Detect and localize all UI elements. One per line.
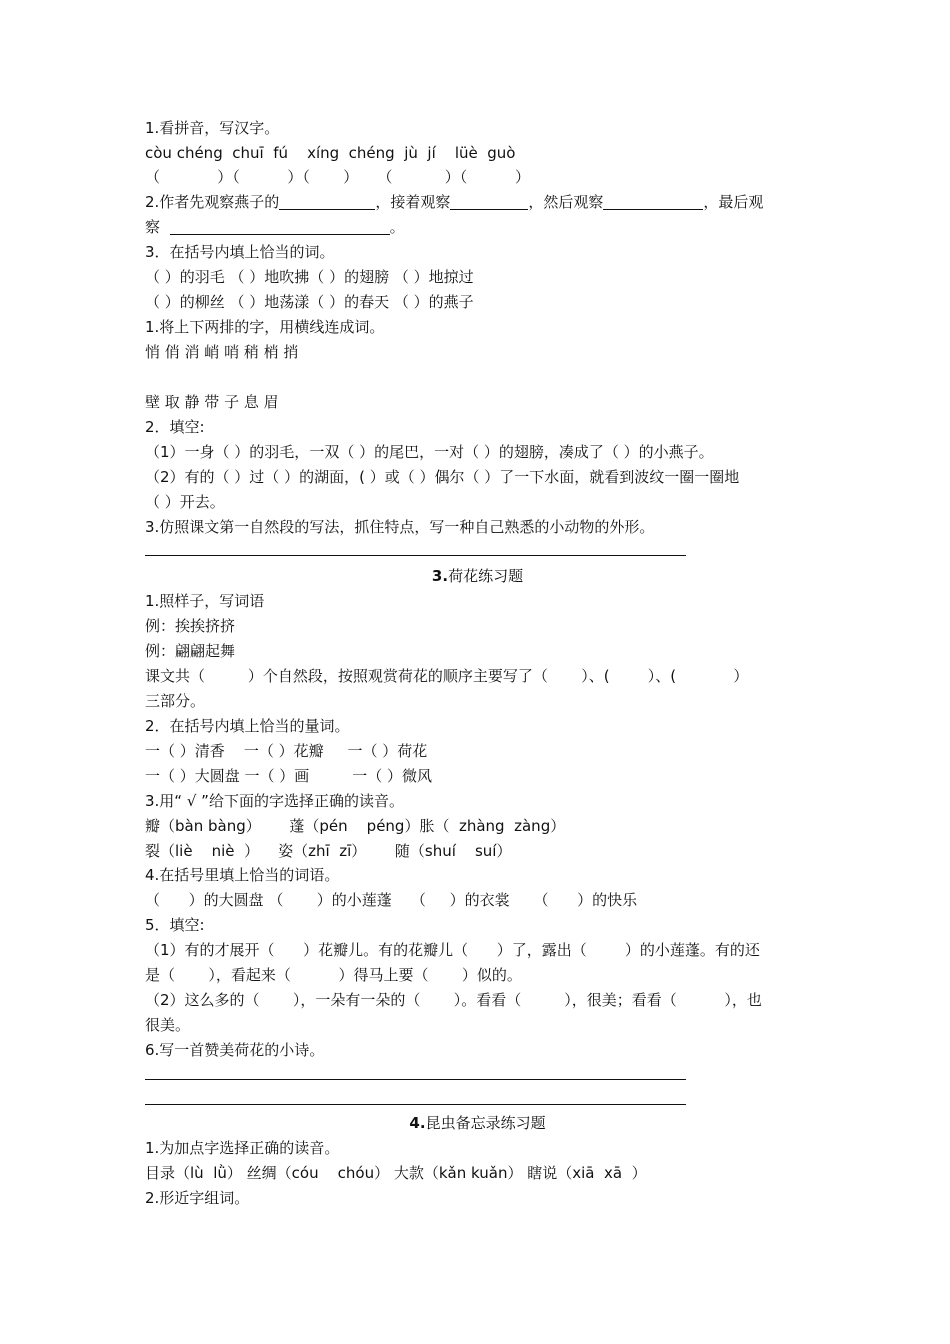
question-observe-line2	[145, 216, 810, 238]
question-fill-title: 2．填空:	[145, 418, 205, 436]
question-writing-title: 3.仿照课文第一自然段的写法，抓住特点，写一种自己熟悉的小动物的外形。	[145, 518, 655, 536]
fill-item-1-line2: 是（ ），看起来（ ）得马上要（ ）似的。	[145, 966, 522, 984]
pinyin-row: còu chéng chuī fú xíng chéng jù jí lüè guò	[145, 144, 516, 162]
writing-line[interactable]	[145, 555, 686, 556]
pronunciation-row: 目录（lù lǜ） 丝绸（cóu chóu） 大款（kǎn kuǎn） 瞎说（xiā xā ）	[145, 1164, 647, 1182]
observe-line2-prefix: 察	[145, 218, 161, 236]
heading-number: 4.	[409, 1114, 426, 1132]
observe-mid2: ，然后观察	[528, 193, 604, 211]
measure-words-row: 一（ ）大圆盘 一（ ）画 一（ ）微风	[145, 767, 432, 785]
writing-line[interactable]	[145, 1104, 686, 1105]
fill-item-2-line1: （2）这么多的（ ），一朵有一朵的（ ）。看看（ ），很美；看看（ ），也	[145, 991, 762, 1009]
observe-end: 。	[389, 218, 405, 236]
observe-prefix: 2.作者先观察燕子的	[145, 193, 280, 211]
example-word: 例：挨挨挤挤	[145, 617, 236, 635]
fill-item-1-line1: （1）有的才展开（ ）花瓣儿。有的花瓣儿（ ）了，露出（ ）的小莲蓬。有的还	[145, 941, 760, 959]
fill-words-row: （ ）的羽毛 （ ）地吹拂（ ）的翅膀 （ ）地掠过	[145, 268, 474, 286]
answer-blank[interactable]	[450, 193, 528, 210]
answer-blank[interactable]	[170, 218, 390, 235]
answer-brackets-row: （ ）（ ）（ ） （ ）（ ）	[145, 168, 530, 186]
pronunciation-row: 裂（liè niè ） 姿（zhī zī） 随（shuí suí）	[145, 842, 512, 860]
question-poem-title: 6.写一首赞美荷花的小诗。	[145, 1041, 325, 1059]
question-observe-line1	[145, 191, 810, 213]
lotus-structure-line2: 三部分。	[145, 692, 206, 710]
question-measure-words-title: 2．在括号内填上恰当的量词。	[145, 717, 350, 735]
heading-number: 3.	[431, 567, 449, 585]
question-similar-chars-title: 2.形近字组词。	[145, 1189, 250, 1207]
question-pronunciation-title: 3.用“ √ ”给下面的字选择正确的读音。	[145, 792, 404, 810]
connect-bottom-row: 壁 取 静 带 子 息 眉	[145, 393, 279, 411]
fill-words-row: （ ）的柳丝 （ ）地荡漾（ ）的春天 （ ）的燕子	[145, 293, 474, 311]
question-connect-title: 1.将上下两排的字，用横线连成词。	[145, 318, 385, 336]
question-fill-title: 5．填空:	[145, 916, 205, 934]
question-fill-words-title: 3．在括号内填上恰当的词。	[145, 243, 335, 261]
pronunciation-row: 瓣（bàn bàng） 蓬（pén péng）胀（ zhàng zàng）	[145, 817, 566, 835]
measure-words-row: 一（ ）清香 一（ ）花瓣 一（ ）荷花	[145, 742, 428, 760]
fill-item-2-line2: 很美。	[145, 1016, 191, 1034]
fill-item-2-line2: （ ）开去。	[145, 493, 225, 511]
connect-top-row: 悄 俏 消 峭 哨 稍 梢 捎	[145, 343, 299, 361]
fill-item-1: （1）一身（ ）的羽毛，一双（ ）的尾巴，一对（ ）的翅膀，凑成了（ ）的小燕子。	[145, 443, 714, 461]
observe-mid1: ，接着观察	[375, 193, 451, 211]
question-fill-phrases-title: 4.在括号里填上恰当的词语。	[145, 866, 340, 884]
lotus-structure-line1: 课文共（ ）个自然段，按照观赏荷花的顺序主要写了（ ）、( ）、( ）	[145, 667, 749, 685]
section-heading-insects	[145, 1112, 810, 1134]
heading-text: 昆虫备忘录练习题	[425, 1114, 546, 1132]
example-word: 例：翩翩起舞	[145, 642, 236, 660]
question-example-title: 1.照样子，写词语	[145, 592, 265, 610]
question-pinyin-title: 1.看拼音，写汉字。	[145, 119, 280, 137]
writing-line[interactable]	[145, 1079, 686, 1080]
observe-mid3: ，最后观	[703, 193, 764, 211]
answer-blank[interactable]	[279, 193, 375, 210]
section-heading-lotus	[145, 565, 810, 587]
fill-phrases-row: （ ）的大圆盘 （ ）的小莲蓬 （ ）的衣裳 （ ）的快乐	[145, 891, 638, 909]
answer-blank[interactable]	[603, 193, 703, 210]
question-pronunciation-title: 1.为加点字选择正确的读音。	[145, 1139, 340, 1157]
heading-text: 荷花练习题	[448, 567, 524, 585]
fill-item-2-line1: （2）有的（ ）过（ ）的湖面，( ）或（ ）偶尔（ ）了一下水面，就看到波纹一圈一圈地	[145, 468, 740, 486]
